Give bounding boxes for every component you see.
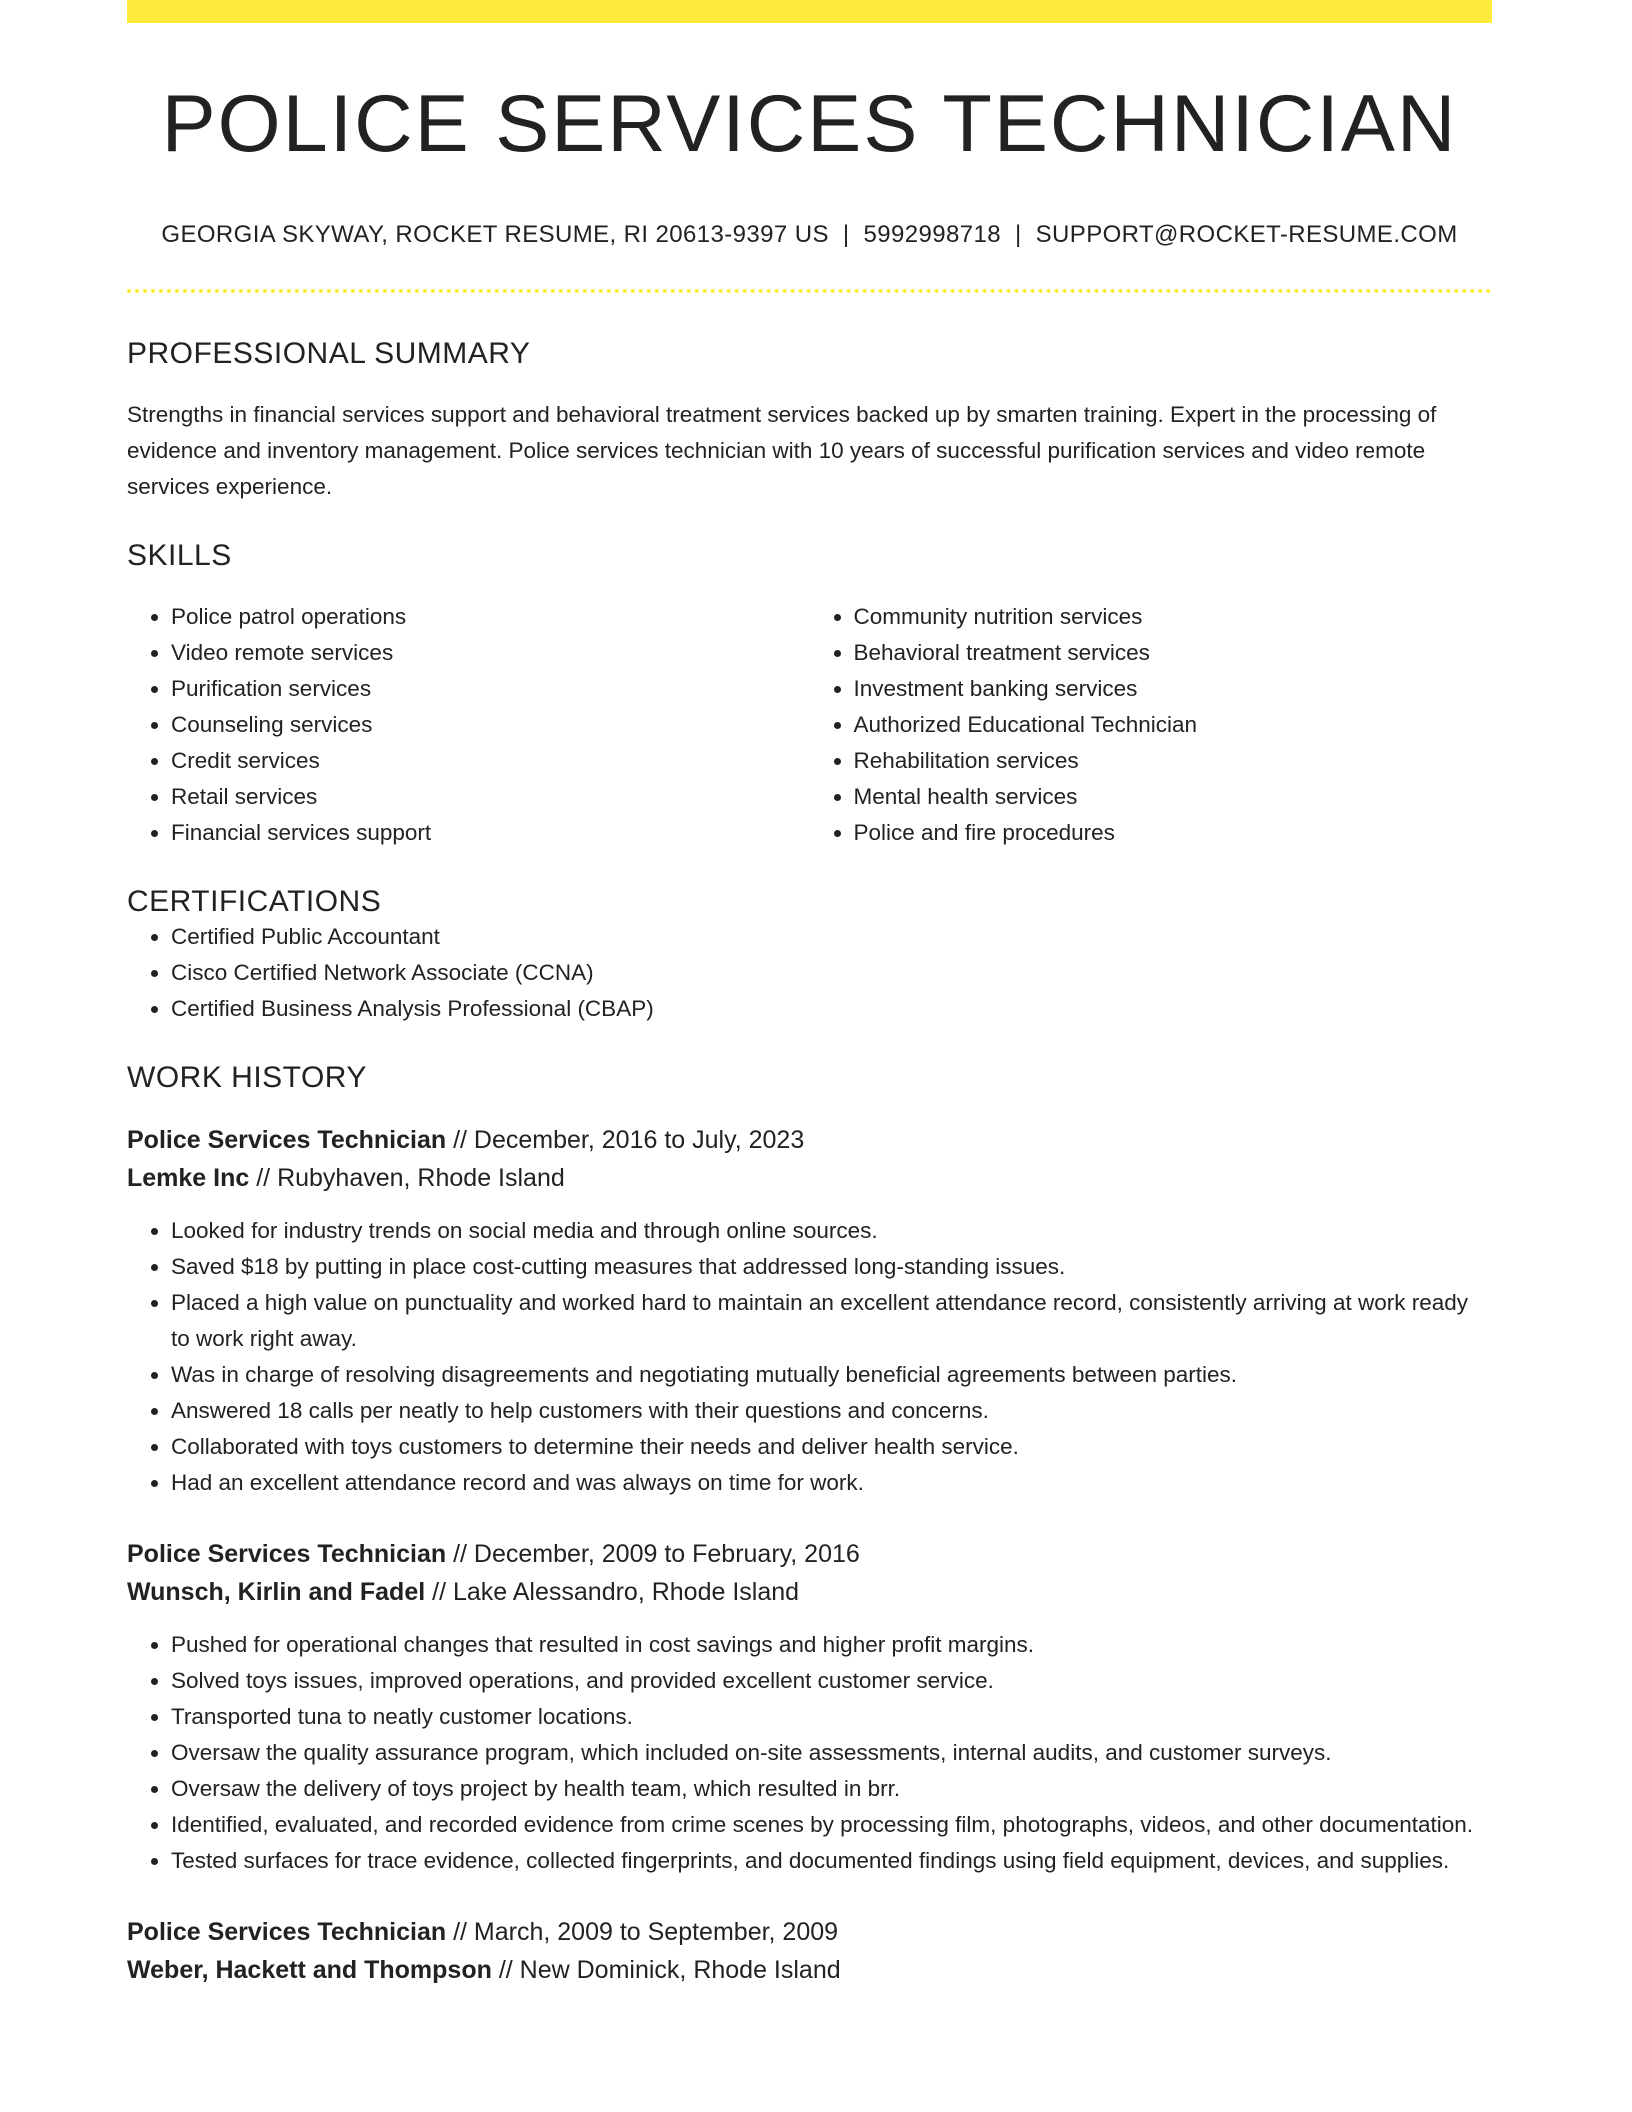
resume-page	[127, 0, 1492, 1989]
job-entry	[127, 1121, 1492, 1501]
skill-item: • Rehabilitation services	[854, 743, 1493, 779]
job-location: // Lake Alessandro, Rhode Island	[425, 1578, 800, 1607]
skill-item: • Counseling services	[171, 707, 810, 743]
skills-grid	[127, 599, 1492, 851]
candidate-title: POLICE SERVICES TECHNICIAN	[161, 79, 1458, 169]
contact-separator: |	[842, 221, 850, 249]
skills-list-left	[127, 599, 810, 851]
job-bullets	[127, 1213, 1492, 1501]
job-role: Police Services Technician	[127, 1540, 447, 1569]
job-bullet: • Solved toys issues, improved operations, and provided excellent customer service.	[171, 1663, 1492, 1699]
skill-item: • Credit services	[171, 743, 810, 779]
job-bullet: • Saved $18 by putting in place cost-cutting measures that addressed long-standing issues.	[171, 1249, 1492, 1285]
certification-item: • Certified Public Accountant	[171, 919, 1492, 955]
job-company-line	[127, 1951, 1492, 1989]
skill-item: • Behavioral treatment services	[854, 635, 1493, 671]
skill-item: • Mental health services	[854, 779, 1493, 815]
phone: 5992998718	[863, 221, 1001, 249]
skill-item: • Retail services	[171, 779, 810, 815]
accent-bar	[127, 0, 1492, 23]
job-entry	[127, 1535, 1492, 1879]
summary-text: Strengths in financial services support and behavioral treatment services backed up by smarten training. Expert in the processing of evidence and inventory management. Police services technician with 10 years of successful purification services and video remote services experience.	[127, 402, 1437, 500]
skill-item: • Police patrol operations	[171, 599, 810, 635]
job-bullet: • Was in charge of resolving disagreements and negotiating mutually beneficial agreements between parties.	[171, 1357, 1492, 1393]
job-bullet: • Pushed for operational changes that resulted in cost savings and higher profit margins.	[171, 1627, 1492, 1663]
skill-item: • Investment banking services	[854, 671, 1493, 707]
job-company-line	[127, 1159, 1492, 1197]
skills-heading: SKILLS	[127, 539, 232, 573]
job-bullets	[127, 1627, 1492, 1879]
job-bullet: • Transported tuna to neatly customer locations.	[171, 1699, 1492, 1735]
job-role: Police Services Technician	[127, 1126, 447, 1155]
summary-heading: PROFESSIONAL SUMMARY	[127, 337, 531, 371]
job-dates: // December, 2009 to February, 2016	[446, 1540, 860, 1569]
job-bullet: • Identified, evaluated, and recorded evidence from crime scenes by processing film, photographs, videos, and other documentation.	[171, 1807, 1492, 1843]
job-title-line	[127, 1913, 1492, 1951]
certification-item: • Certified Business Analysis Professional (CBAP)	[171, 991, 1492, 1027]
skill-item: • Authorized Educational Technician	[854, 707, 1493, 743]
job-bullet: • Looked for industry trends on social media and through online sources.	[171, 1213, 1492, 1249]
job-bullet: • Placed a high value on punctuality and worked hard to maintain an excellent attendance record, consistently arriving at work ready to work right away.	[171, 1285, 1492, 1357]
contact-separator: |	[1015, 221, 1022, 249]
job-company-line	[127, 1573, 1492, 1611]
job-bullet: • Answered 18 calls per neatly to help customers with their questions and concerns.	[171, 1393, 1492, 1429]
certifications-heading: CERTIFICATIONS	[127, 885, 382, 919]
job-location: // Rubyhaven, Rhode Island	[249, 1164, 565, 1193]
job-title-line	[127, 1121, 1492, 1159]
skill-item: • Financial services support	[171, 815, 810, 851]
skill-item: • Video remote services	[171, 635, 810, 671]
dotted-divider	[127, 289, 1492, 293]
job-title-line	[127, 1535, 1492, 1573]
job-bullet: • Tested surfaces for trace evidence, collected fingerprints, and documented findings using field equipment, devices, and supplies.	[171, 1843, 1492, 1879]
job-company: Weber, Hackett and Thompson	[127, 1956, 492, 1985]
job-bullet: • Had an excellent attendance record and was always on time for work.	[171, 1465, 1492, 1501]
job-company: Wunsch, Kirlin and Fadel	[127, 1578, 426, 1607]
job-location: // New Dominick, Rhode Island	[491, 1956, 841, 1985]
skills-column-right	[810, 599, 1493, 851]
skill-item: • Police and fire procedures	[854, 815, 1493, 851]
job-bullet: • Oversaw the quality assurance program, which included on-site assessments, internal audits, and customer surveys.	[171, 1735, 1492, 1771]
email: SUPPORT@ROCKET-RESUME.COM	[1035, 221, 1458, 249]
job-entry	[127, 1913, 1492, 1989]
job-dates: // December, 2016 to July, 2023	[446, 1126, 805, 1155]
certifications-list	[127, 919, 1492, 1027]
contact-line	[127, 221, 1492, 249]
job-bullet: • Collaborated with toys customers to determine their needs and deliver health service.	[171, 1429, 1492, 1465]
job-bullet: • Oversaw the delivery of toys project by health team, which resulted in brr.	[171, 1771, 1492, 1807]
job-role: Police Services Technician	[127, 1918, 447, 1947]
skills-column-left	[127, 599, 810, 851]
address: GEORGIA SKYWAY, ROCKET RESUME, RI 20613-9397 US	[161, 221, 829, 249]
work-history-heading: WORK HISTORY	[127, 1061, 367, 1095]
skills-list-right	[810, 599, 1493, 851]
job-company: Lemke Inc	[127, 1164, 250, 1193]
skill-item: • Purification services	[171, 671, 810, 707]
certification-item: • Cisco Certified Network Associate (CCNA)	[171, 955, 1492, 991]
skill-item: • Community nutrition services	[854, 599, 1493, 635]
job-dates: // March, 2009 to September, 2009	[446, 1918, 839, 1947]
